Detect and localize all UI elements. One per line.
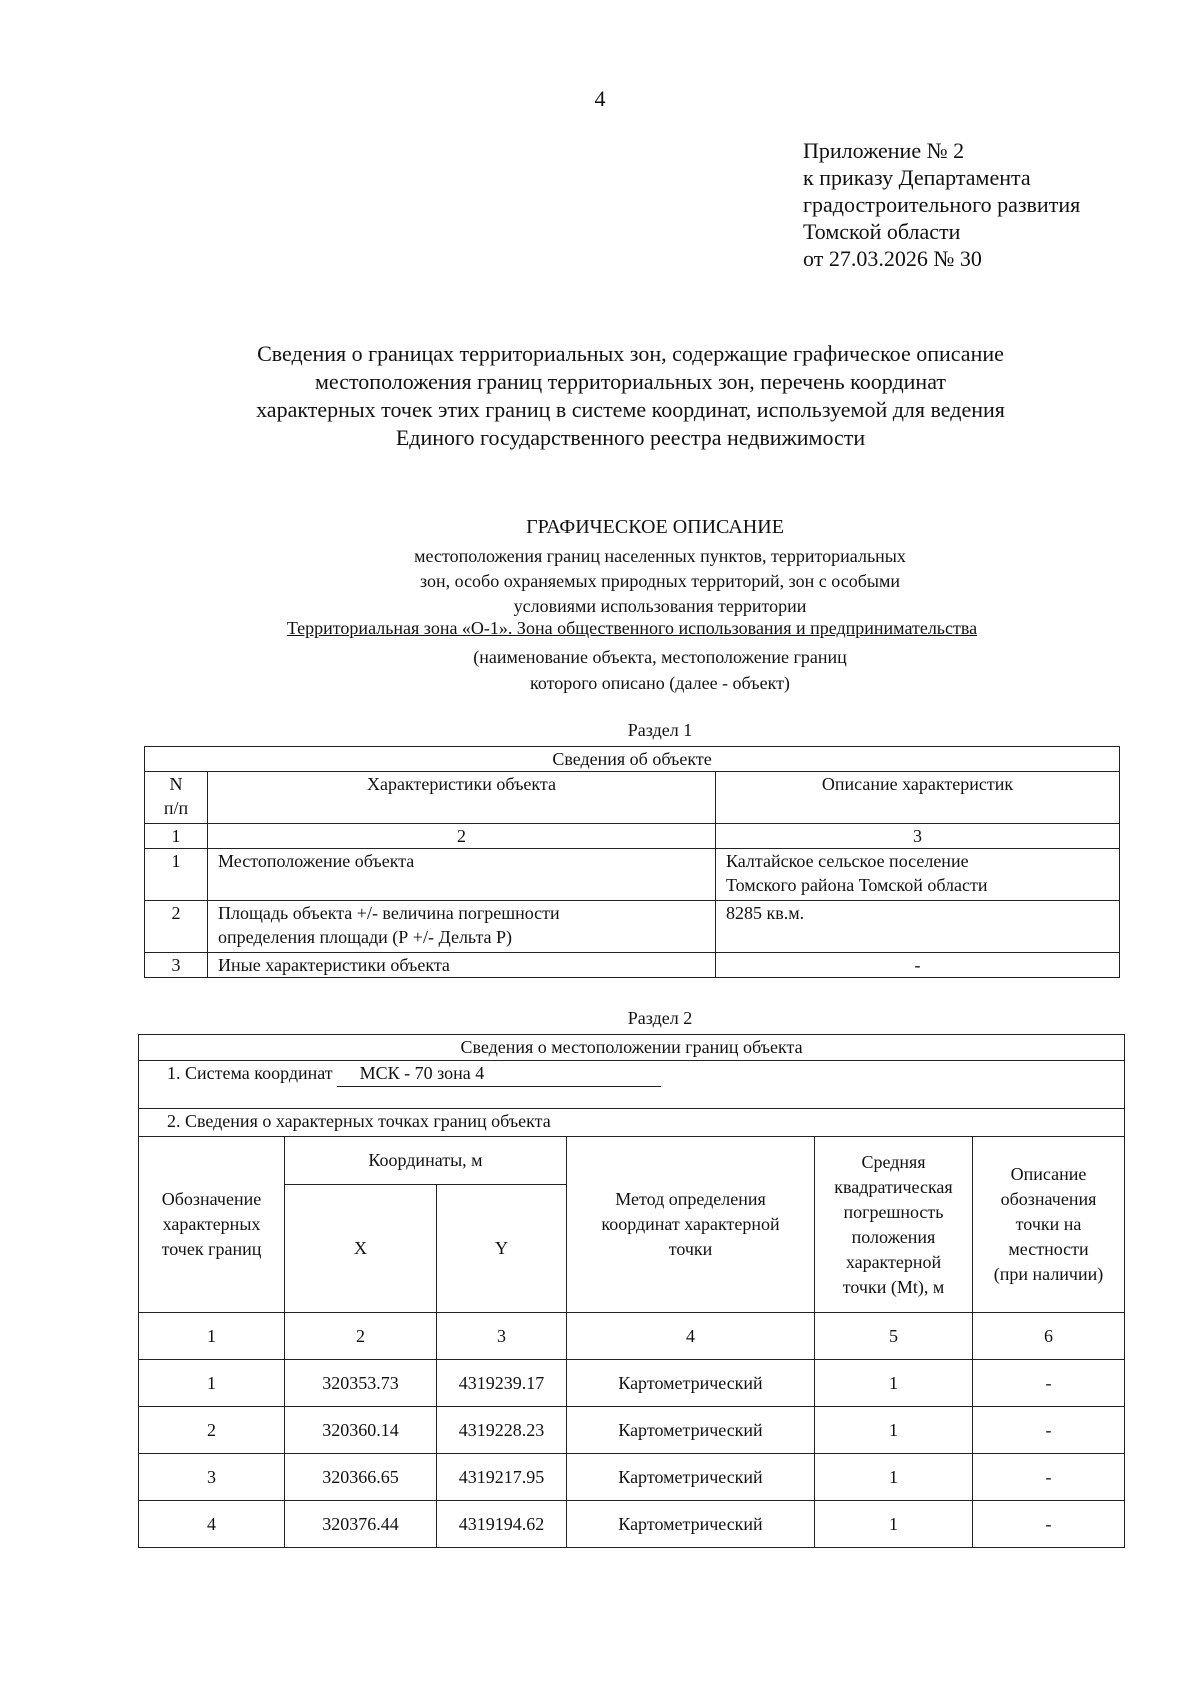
coordinate-system-label: 1. Система координат xyxy=(167,1063,333,1083)
column-number: 1 xyxy=(139,1313,285,1360)
description-cell xyxy=(716,901,1120,953)
subtitle-line: местоположения границ населенных пунктов, территориальных xyxy=(414,546,906,566)
header-num-line: N xyxy=(169,774,183,794)
point-number: 3 xyxy=(139,1454,285,1501)
table-row xyxy=(139,1407,1125,1454)
header-method xyxy=(567,1137,815,1313)
column-number: 6 xyxy=(973,1313,1125,1360)
point-x: 320360.14 xyxy=(285,1407,437,1454)
column-number: 5 xyxy=(815,1313,973,1360)
characteristic-cell xyxy=(208,849,716,901)
header-line: положения xyxy=(851,1226,936,1247)
column-number: 4 xyxy=(567,1313,815,1360)
point-error: 1 xyxy=(815,1360,973,1407)
characteristic-cell: Иные характеристики объекта xyxy=(208,953,716,978)
header-line: точки xyxy=(668,1239,713,1259)
header-line: координат характерной xyxy=(601,1214,780,1234)
header-num xyxy=(145,772,208,824)
header-line: характерных xyxy=(162,1214,261,1234)
column-number: 2 xyxy=(208,824,716,849)
header-line: Описание xyxy=(1010,1164,1087,1184)
header-line: точки на xyxy=(1015,1214,1082,1234)
cell-line: 8285 кв.м. xyxy=(726,903,805,923)
section-1-title: Раздел 1 xyxy=(627,720,693,740)
header-line: местности xyxy=(1008,1239,1089,1259)
header-characteristics: Характеристики объекта xyxy=(208,772,716,824)
cell-line: Томского района Томской области xyxy=(726,875,988,895)
header-x: X xyxy=(285,1185,437,1313)
point-method: Картометрический xyxy=(567,1407,815,1454)
object-name-note xyxy=(0,644,1200,696)
boundary-location-table xyxy=(138,1034,1125,1548)
table-title: Сведения об объекте xyxy=(145,747,1120,772)
object-info-table xyxy=(144,746,1120,978)
header-description xyxy=(973,1137,1125,1313)
zone-name-text: Территориальная зона «О-1». Зона общественного использования и предпринимательства xyxy=(286,618,978,638)
point-error: 1 xyxy=(815,1454,973,1501)
graphic-description-heading: ГРАФИЧЕСКОЕ ОПИСАНИЕ xyxy=(526,516,784,538)
title-line: местоположения границ территориальных зон, перечень координат xyxy=(314,369,947,394)
point-method: Картометрический xyxy=(567,1360,815,1407)
point-description: - xyxy=(973,1360,1125,1407)
note-line: которого описано (далее - объект) xyxy=(530,673,790,693)
row-number: 1 xyxy=(145,849,208,901)
cell-line: Площадь объекта +/- величина погрешности xyxy=(218,903,560,923)
column-number: 3 xyxy=(716,824,1120,849)
column-number: 3 xyxy=(437,1313,567,1360)
header-line: обозначения xyxy=(1000,1189,1097,1209)
description-cell xyxy=(716,849,1120,901)
page-number: 4 xyxy=(594,86,606,111)
header-line: Средняя xyxy=(861,1151,926,1172)
header-coordinates: Координаты, м xyxy=(285,1137,567,1185)
point-y: 4319217.95 xyxy=(437,1454,567,1501)
table-row xyxy=(139,1501,1125,1548)
cell-line: Местоположение объекта xyxy=(218,851,415,871)
point-x: 320376.44 xyxy=(285,1501,437,1548)
header-line: Обозначение xyxy=(161,1189,262,1209)
appendix-line: Томской области xyxy=(803,219,961,244)
title-line: Сведения о границах территориальных зон, содержащие графическое описание xyxy=(257,341,1004,366)
zone-name xyxy=(0,618,1200,639)
subtitle-line: зон, особо охраняемых природных территорий, зон с особыми xyxy=(419,571,900,591)
graphic-description-subtitle xyxy=(0,544,1200,619)
appendix-line: от 27.03.2026 № 30 xyxy=(803,246,982,271)
appendix-line: к приказу Департамента xyxy=(803,165,1031,190)
point-error: 1 xyxy=(815,1407,973,1454)
point-method: Картометрический xyxy=(567,1501,815,1548)
header-y: Y xyxy=(437,1185,567,1313)
point-y: 4319239.17 xyxy=(437,1360,567,1407)
points-title: 2. Сведения о характерных точках границ объекта xyxy=(139,1109,1125,1137)
point-y: 4319228.23 xyxy=(437,1407,567,1454)
header-line: характерной xyxy=(845,1251,942,1272)
header-line: погрешность xyxy=(843,1201,944,1222)
point-number: 4 xyxy=(139,1501,285,1548)
subtitle-line: условиями использования территории xyxy=(513,596,807,616)
point-method: Картометрический xyxy=(567,1454,815,1501)
document-title xyxy=(0,340,1200,452)
coordinate-system-row xyxy=(139,1061,1125,1109)
table-row xyxy=(145,849,1120,901)
coordinate-system-value xyxy=(337,1061,661,1087)
header-description: Описание характеристик xyxy=(716,772,1120,824)
characteristic-cell xyxy=(208,901,716,953)
cell-line: Калтайское сельское поселение xyxy=(726,851,969,871)
row-number: 3 xyxy=(145,953,208,978)
header-line: Метод определения xyxy=(615,1189,766,1209)
description-cell: - xyxy=(716,953,1120,978)
cell-line: определения площади (Р +/- Дельта Р) xyxy=(218,927,513,947)
appendix-block xyxy=(803,137,1080,272)
table-row xyxy=(139,1360,1125,1407)
section-2-title: Раздел 2 xyxy=(627,1008,693,1028)
header-line: точек границ xyxy=(161,1239,262,1259)
header-num-line: п/п xyxy=(163,798,189,818)
title-line: характерных точек этих границ в системе координат, используемой для ведения xyxy=(256,397,1005,422)
column-number: 1 xyxy=(145,824,208,849)
point-description: - xyxy=(973,1407,1125,1454)
table-title: Сведения о местоположении границ объекта xyxy=(139,1035,1125,1061)
header-designation xyxy=(139,1137,285,1313)
point-y: 4319194.62 xyxy=(437,1501,567,1548)
point-x: 320366.65 xyxy=(285,1454,437,1501)
table-row xyxy=(145,901,1120,953)
header-error xyxy=(815,1137,973,1313)
point-number: 1 xyxy=(139,1360,285,1407)
point-error: 1 xyxy=(815,1501,973,1548)
point-description: - xyxy=(973,1454,1125,1501)
table-row xyxy=(139,1454,1125,1501)
appendix-line: Приложение № 2 xyxy=(803,138,965,163)
coordinate-system-text: МСК - 70 зона 4 xyxy=(359,1063,485,1083)
header-line: (при наличии) xyxy=(993,1264,1104,1284)
title-line: Единого государственного реестра недвижимости xyxy=(395,425,866,450)
header-line: квадратическая xyxy=(834,1176,953,1197)
point-number: 2 xyxy=(139,1407,285,1454)
appendix-line: градостроительного развития xyxy=(803,192,1081,217)
row-number: 2 xyxy=(145,901,208,953)
table-row xyxy=(145,953,1120,978)
note-line: (наименование объекта, местоположение границ xyxy=(473,647,847,667)
point-description: - xyxy=(973,1501,1125,1548)
column-number: 2 xyxy=(285,1313,437,1360)
header-line: точки (Mt), м xyxy=(842,1276,945,1297)
point-x: 320353.73 xyxy=(285,1360,437,1407)
